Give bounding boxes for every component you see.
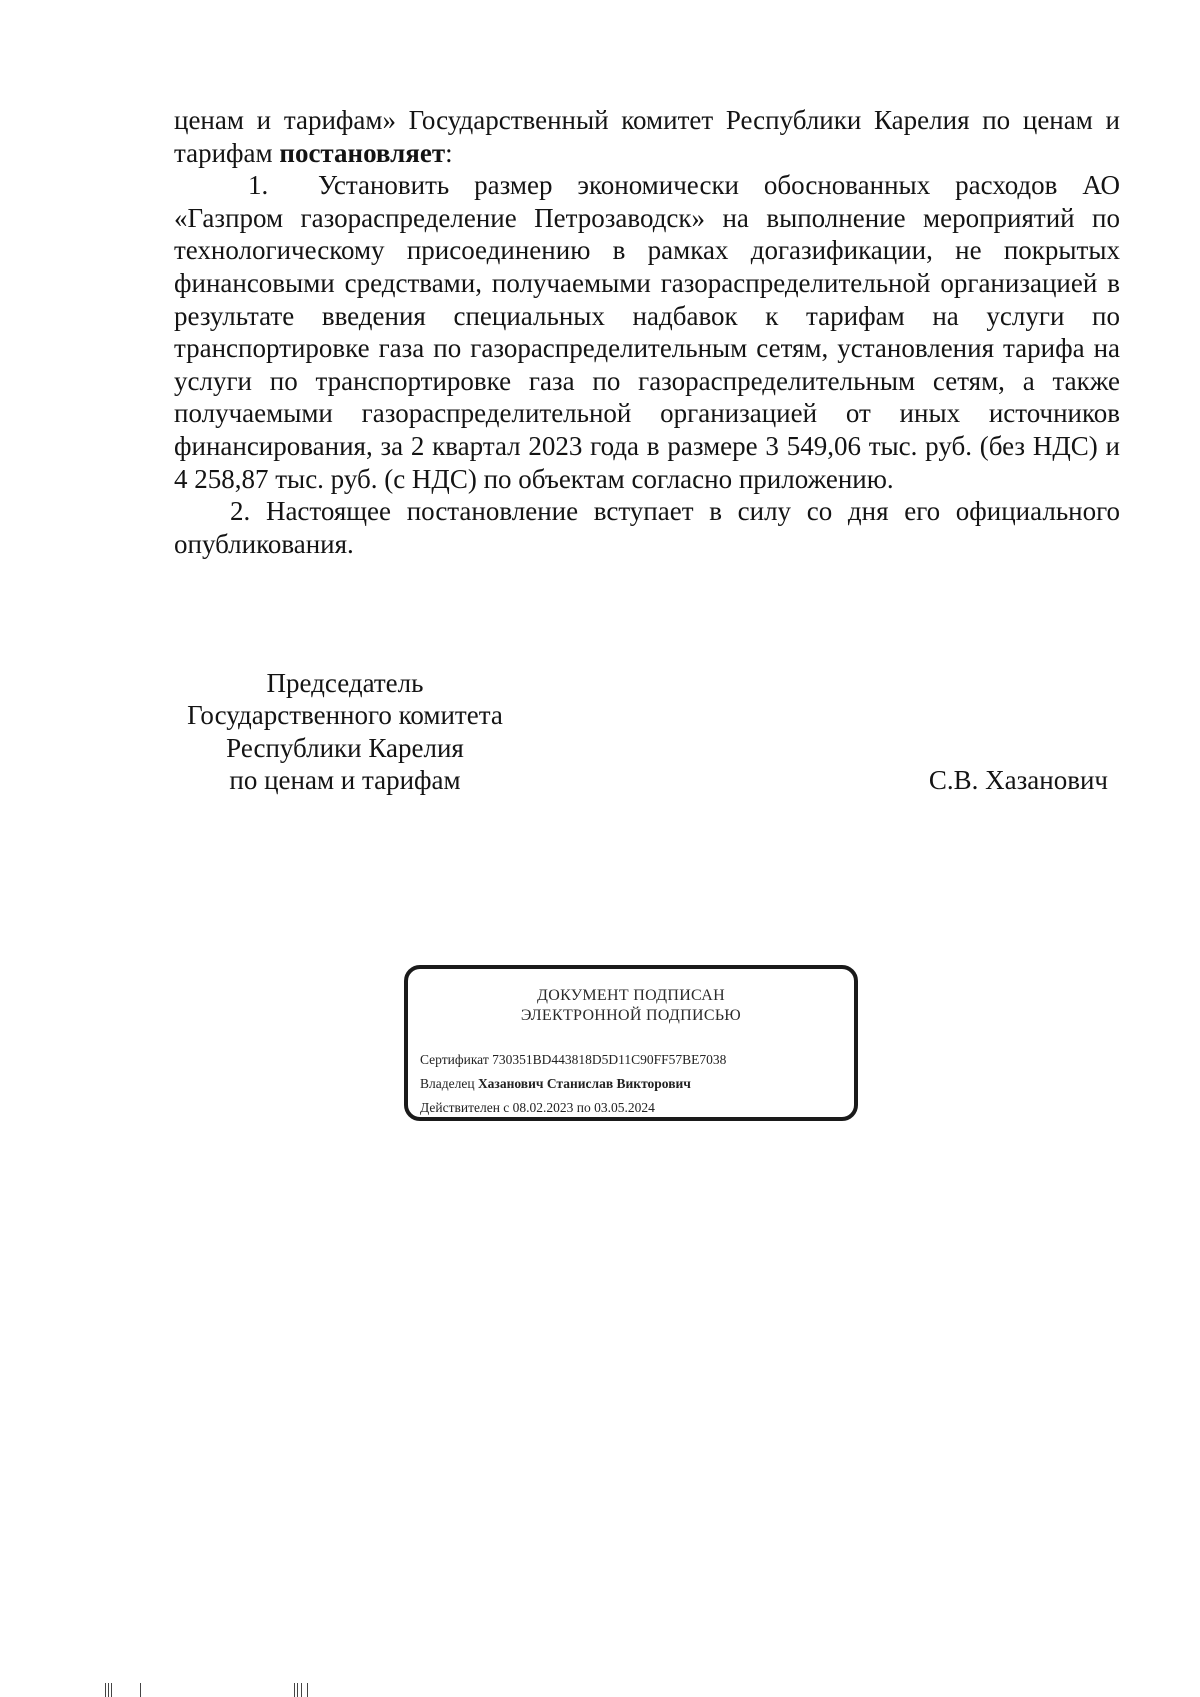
valid-from: 08.02.2023 xyxy=(512,1100,574,1115)
stamp-details xyxy=(420,1048,846,1120)
position-line: по ценам и тарифам xyxy=(229,765,461,796)
signatory-position xyxy=(160,667,530,797)
signatory-name: С.В. Хазанович xyxy=(928,765,1108,795)
stamp-title-line: ЭЛЕКТРОННОЙ ПОДПИСЬЮ xyxy=(520,1007,742,1024)
owner-value: Хазанович Станислав Викторович xyxy=(477,1076,691,1091)
intro-paragraph xyxy=(174,104,1120,169)
valid-label: Действителен с xyxy=(420,1100,510,1115)
position-line: Государственного комитета xyxy=(187,700,503,731)
stamp-title-line: ДОКУМЕНТ ПОДПИСАН xyxy=(537,987,725,1004)
item-1-text: Установить размер экономически обоснованных расходов АО «Газпром газораспределение Петрозаводск» на выполнение мероприятий по технологическому присоединению в рамках догазификации, не покрытых финансовыми средствами, получаемыми газораспределительной организацией в результате введения специальных надбавок к тарифам на услуги по транспортировке газа по газораспределительным сетям, установления тарифа на услуги по транспортировке газа по газораспределительным сетям, а также получаемыми газораспределительной организацией от иных источников финансирования, за 2 квартал 2023 года в размере 3 549,06 тыс. руб. (без НДС) и 4 258,87 тыс. руб. (с НДС) по объектам согласно приложению. xyxy=(174,170,1120,494)
validity-line xyxy=(420,1096,846,1120)
resolves-word: постановляет xyxy=(279,137,446,168)
stamp-title xyxy=(408,986,854,1026)
resolution-body xyxy=(174,104,1120,560)
intro-colon: : xyxy=(445,137,453,168)
item-1-paragraph xyxy=(174,169,1120,495)
position-line: Республики Карелия xyxy=(226,732,464,763)
valid-to: 03.05.2024 xyxy=(594,1100,655,1115)
certificate-label: Сертификат xyxy=(420,1052,489,1067)
owner-label: Владелец xyxy=(420,1076,475,1091)
item-1-number: 1. xyxy=(248,170,269,201)
certificate-line xyxy=(420,1048,846,1072)
certificate-value: 730351BD443818D5D11C90FF57BE7038 xyxy=(492,1052,727,1067)
position-line: Председатель xyxy=(266,668,424,698)
electronic-signature-stamp xyxy=(404,965,858,1121)
item-2-paragraph: 2. Настоящее постановление вступает в силу со дня его официального опубликования. xyxy=(174,496,1120,559)
intro-text: ценам и тарифам» Государственный комитет Республики Карелия по ценам и тарифам xyxy=(174,105,1120,168)
valid-to-label: по xyxy=(576,1100,591,1115)
scan-edge-marks xyxy=(100,1683,330,1697)
owner-line xyxy=(420,1072,846,1096)
